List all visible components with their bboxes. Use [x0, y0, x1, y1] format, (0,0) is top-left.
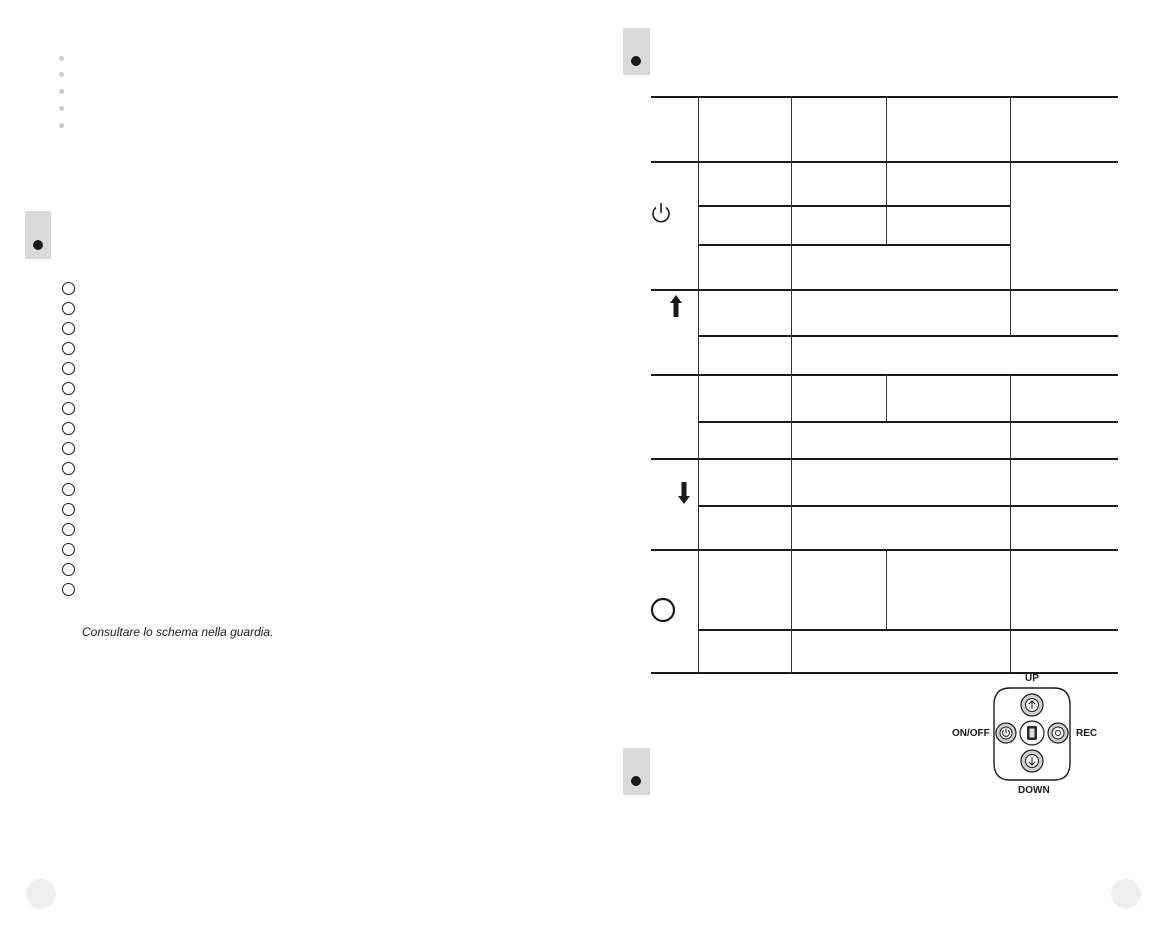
up-button — [1021, 694, 1043, 716]
table-rule — [698, 335, 1118, 337]
bullet — [59, 72, 64, 77]
number-circle — [62, 342, 75, 355]
bullet — [59, 56, 64, 61]
power-icon — [649, 201, 673, 225]
section-dot — [631, 776, 641, 786]
center-button — [1020, 721, 1044, 745]
number-circle — [62, 563, 75, 576]
table-rule — [651, 549, 1118, 551]
table-rule-bottom — [651, 672, 1118, 674]
rec-button — [1048, 723, 1068, 743]
table-column-divider — [698, 96, 699, 673]
down-arrow-icon — [677, 482, 691, 504]
table-column-divider — [886, 549, 887, 630]
keypad-label-onoff: ON/OFF — [952, 728, 990, 739]
section-tab — [623, 748, 650, 795]
number-circle — [62, 462, 75, 475]
number-circle — [62, 382, 75, 395]
number-circle — [62, 362, 75, 375]
table-column-divider — [1010, 289, 1011, 336]
bullet — [59, 89, 64, 94]
table-rule — [698, 205, 1010, 207]
number-circle — [62, 543, 75, 556]
table-rule — [651, 374, 1118, 376]
onoff-button — [996, 723, 1016, 743]
up-arrow-icon — [669, 295, 683, 317]
number-circle — [62, 422, 75, 435]
number-circle — [62, 503, 75, 516]
table-column-divider — [791, 96, 792, 673]
number-circle — [62, 322, 75, 335]
table-rule — [651, 289, 1118, 291]
bullet — [59, 123, 64, 128]
number-circle — [62, 483, 75, 496]
keypad-label-rec: REC — [1076, 728, 1098, 739]
section-dot — [33, 240, 43, 250]
page-number-circle-left — [26, 879, 56, 909]
section-tab — [25, 211, 51, 259]
table-rule — [698, 629, 1118, 631]
number-circle — [62, 442, 75, 455]
keypad-graphic — [990, 685, 1074, 783]
keypad-label-down: DOWN — [1018, 785, 1050, 796]
table-rule — [698, 505, 1118, 507]
keypad-label-up: UP — [1025, 673, 1039, 684]
section-dot — [631, 56, 641, 66]
table-column-divider — [1010, 374, 1011, 673]
rec-circle-icon — [650, 597, 676, 623]
table-column-divider — [886, 374, 887, 422]
number-circle — [62, 402, 75, 415]
table-rule — [651, 458, 1118, 460]
table-rule — [651, 161, 1118, 163]
table-column-divider — [886, 96, 887, 245]
diagram-reference-note: Consultare lo schema nella guardia. — [82, 625, 274, 639]
down-button — [1021, 750, 1043, 772]
table-rule-top — [651, 96, 1118, 98]
number-circle — [62, 282, 75, 295]
number-circle — [62, 583, 75, 596]
number-circle — [62, 302, 75, 315]
bullet — [59, 106, 64, 111]
table-column-divider — [1010, 96, 1011, 290]
table-rule — [698, 421, 1118, 423]
number-circle — [62, 523, 75, 536]
table-rule — [698, 244, 1010, 246]
section-tab — [623, 28, 650, 75]
page-number-circle-right — [1111, 879, 1141, 909]
